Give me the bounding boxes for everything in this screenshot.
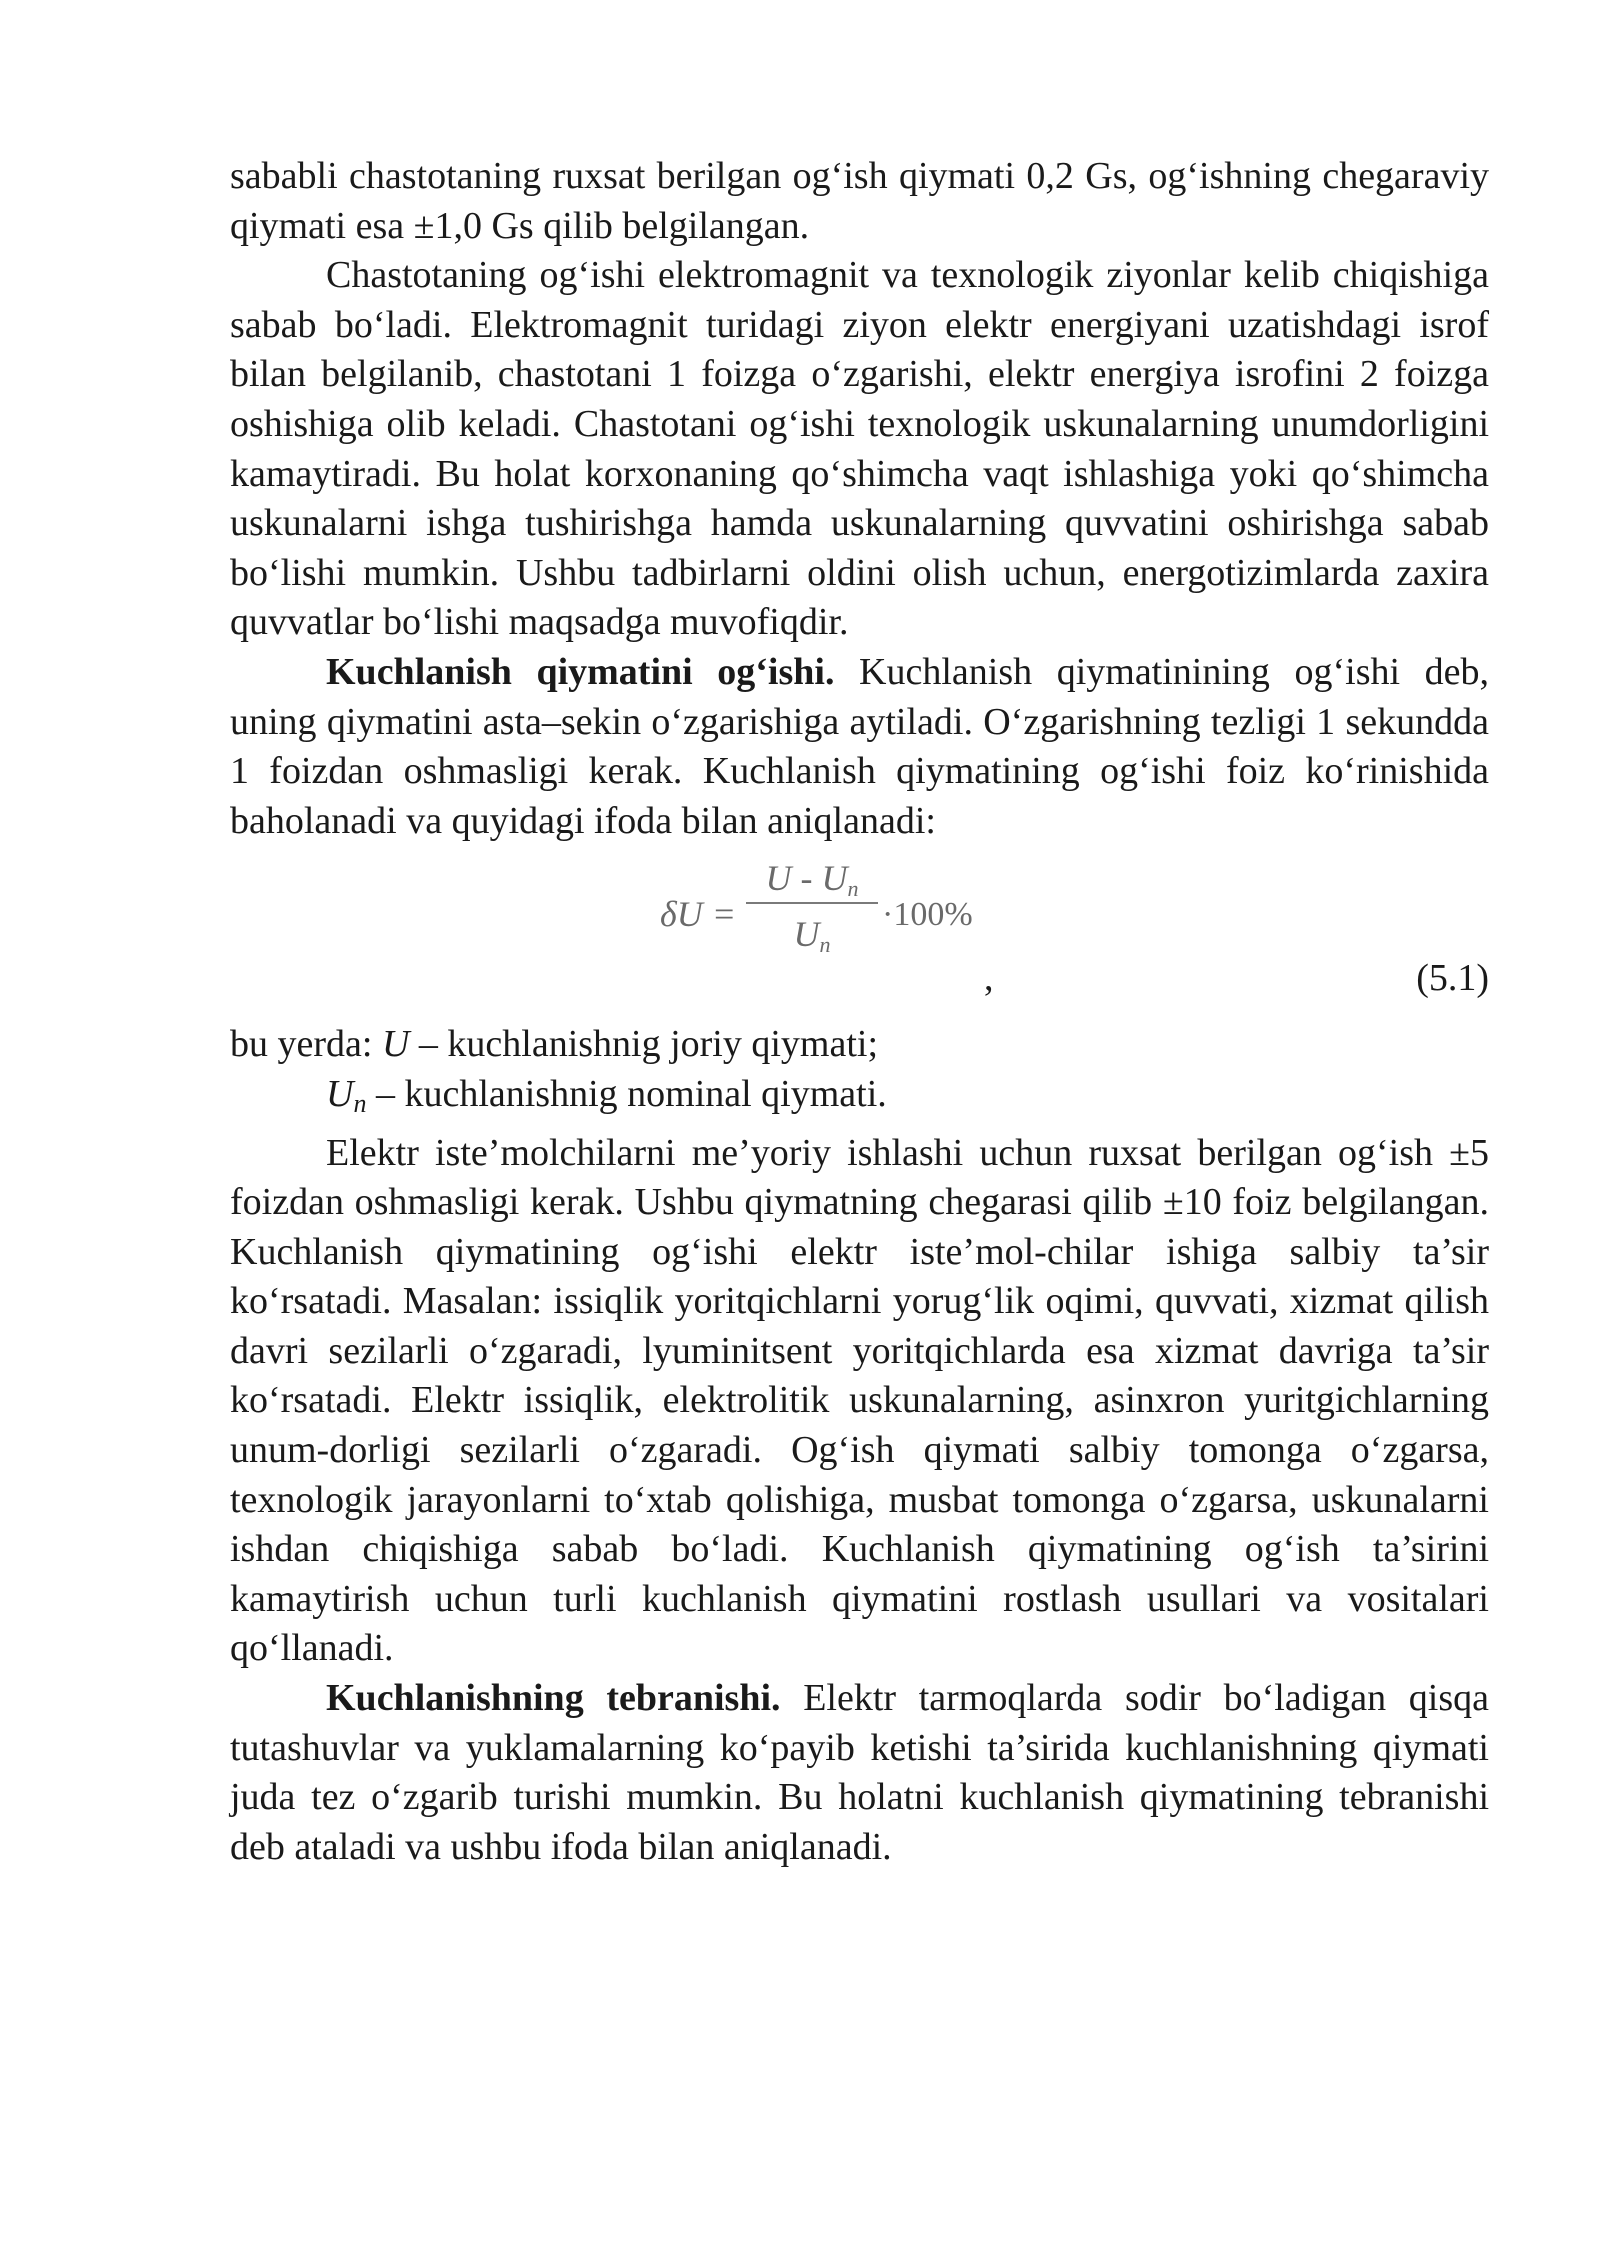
formula-numerator-sub: n	[847, 876, 859, 902]
formula-numerator	[748, 854, 876, 914]
paragraph-2: Chastotaning og‘ishi elektromagnit va texnologik ziyonlar kelib chiqishiga sabab bo‘ladi. Elektromagnit turidagi ziyon elektr energiyani uzatishdagi isrof bilan belgilanib, chastotani 1 foizga o‘zgarishi, elektr energiya isrofini 2 foizga oshishiga olib keladi. Chastotani og‘ishi texnologik uskunalarning unumdorligini kamaytiradi. Bu holat korxonaning qo‘shimcha vaqt ishlashiga yoki qo‘shimcha uskunalarni ishga tushirishga hamda uskunalarning quvvatini oshirishga sabab bo‘lishi mumkin. Ushbu tadbirlarni oldini olish uchun, energotizimlarda zaxira quvvatlar bo‘lishi maqsadga muvofiqdir.	[230, 254, 1489, 644]
paragraph-3-heading: Kuchlanish qiymatini og‘ishi.	[326, 650, 835, 693]
paragraph-5	[230, 1674, 1489, 1872]
formula-denominator-sub: n	[819, 932, 831, 958]
paragraph-3	[230, 648, 1489, 846]
formula-numerator-main: U - U	[765, 858, 848, 899]
definition-un	[230, 1070, 1489, 1129]
formula-fraction-bar	[746, 902, 878, 904]
symbol-u: U	[381, 1023, 410, 1066]
formula-5-1	[660, 854, 1020, 964]
formula-block	[230, 854, 1489, 1020]
formula-tail: ·100%	[882, 896, 973, 934]
formula-comma: ,	[984, 957, 994, 1000]
paragraph-4: Elektr iste’molchilarni me’yoriy ishlashi uchun ruxsat berilgan og‘ish ±5 foizdan oshmasligi kerak. Ushbu qiymatning chegarasi qilib ±10 foiz belgilangan. Kuchlanish qiymatining og‘ishi elektr iste’mol-chilar ishiga salbiy ta’sir ko‘rsatadi. Masalan: issiqlik yoritqichlarni yorug‘lik oqimi, quvvati, xizmat qilish davri sezilarli o‘zgaradi, lyuminitsent yoritqichlarda esa xizmat davriga ta’sir ko‘rsatadi. Elektr issiqlik, elektrolitik uskunalarning, asinxron yuritgichlarning unum-dorligi sezilarli o‘zgaradi. Og‘ish qiymati salbiy tomonga o‘zgarsa, texnologik jarayonlarni to‘xtab qolishiga, musbat tomonga o‘zgarsa, uskunalarni ishdan chiqishiga sabab bo‘ladi. Kuchlanish qiymatining og‘ish ta’sirini kamaytirish uchun turli kuchlanish qiymatini rostlash usullari va vositalari qo‘llanadi.	[230, 1131, 1489, 1670]
definition-un-text: – kuchlanishnig nominal qiymati.	[366, 1072, 887, 1115]
definition-u-text: – kuchlanishnig joriy qiymati;	[409, 1023, 879, 1066]
formula-denominator-main: U	[793, 914, 820, 955]
symbol-un: U	[326, 1072, 354, 1115]
definition-u	[230, 1020, 1489, 1070]
paragraph-3-body: Kuchlanish qiymatinining og‘ishi deb, uning qiymatini asta–sekin o‘zgarishiga aytiladi. O‘zgarishning tezligi 1 sekundda 1 foizdan oshmasligi kerak. Kuchlanish qiymatining og‘ishi foiz ko‘rinishida baholanadi va quyidagi ifoda bilan aniqlanadi:	[230, 650, 1489, 842]
equation-number: (5.1)	[1416, 957, 1489, 1000]
paragraph-1: sababli chastotaning ruxsat berilgan og‘ish qiymati 0,2 Gs, og‘ishning chegaraviy qiymati esa ±1,0 Gs qilib belgilangan.	[230, 155, 1489, 247]
document-page	[230, 152, 1489, 1872]
symbol-un-sub: n	[353, 1088, 367, 1118]
definition-prefix: bu yerda:	[230, 1023, 382, 1066]
formula-denominator	[748, 910, 876, 970]
formula-lhs: δU =	[660, 894, 737, 935]
paragraph-5-body: Elektr tarmoqlarda sodir bo‘ladigan qisqa tutashuvlar va yuklamalarning ko‘payib ketishi ta’sirida kuchlanishning qiymati juda tez o‘zgarib turishi mumkin. Bu holatni kuchlanish qiymatining tebranishi deb ataladi va ushbu ifoda bilan aniqlanadi.	[230, 1677, 1489, 1868]
paragraph-5-heading: Kuchlanishning tebranishi.	[326, 1677, 781, 1720]
